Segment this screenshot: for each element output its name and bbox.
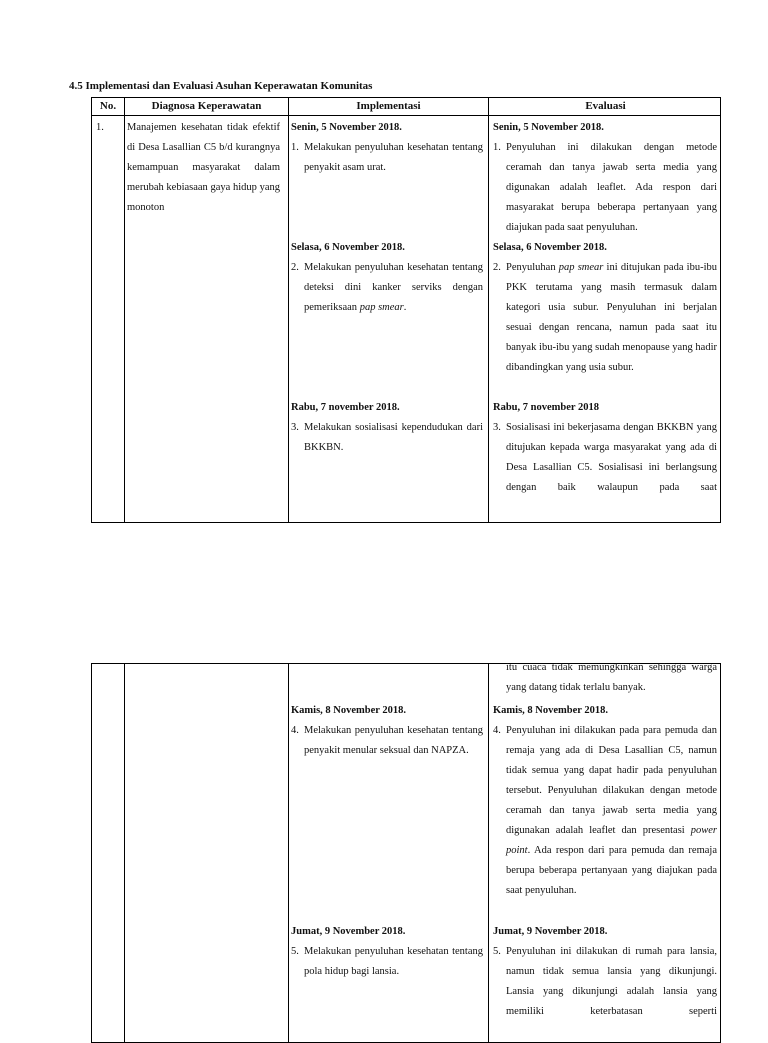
impl-text: Melakukan penyuluhan kesehatan tentang penyakit menular seksual dan NAPZA. bbox=[304, 725, 483, 756]
evaluation-table-part-2 bbox=[91, 663, 721, 1043]
eval-text: Penyuluhan ini dilakukan pada para pemuda dan remaja yang ada di Desa Lasallian C5, namun tidak semua yang dapat hadir pada penyuluhan tersebut. Penyuluhan dilakukan dengan metode ceramah dan tanya jawab serta media yang digunakan adalah leaflet dan presentasi bbox=[506, 725, 717, 836]
impl-number: 4. bbox=[291, 725, 299, 736]
impl-date: Rabu, 7 november 2018. bbox=[291, 402, 400, 413]
impl-text: . bbox=[403, 302, 407, 313]
eval-text: Penyuluhan ini dilakukan dengan metode ceramah dan tanya jawab serta media yang digunakan adalah leaflet. Ada respon dari masyarakat berupa beberapa pertanyaan yang diajukan pada saat penyuluhan. bbox=[506, 142, 717, 233]
eval-number: 3. bbox=[493, 422, 501, 433]
eval-text: . Ada respon dari para pemuda dan remaja berupa beberapa pertanyaan yang diajukan pada saat penyuluhan. bbox=[506, 845, 717, 896]
impl-entry-5 bbox=[291, 922, 483, 982]
impl-entry-3 bbox=[291, 398, 483, 458]
impl-entry-2 bbox=[291, 238, 483, 318]
eval-text-italic: power point bbox=[506, 825, 717, 856]
impl-date: Selasa, 6 November 2018. bbox=[291, 242, 405, 253]
eval-entry-5 bbox=[493, 922, 717, 1022]
impl-number: 5. bbox=[291, 946, 299, 957]
column-divider bbox=[288, 664, 289, 1042]
header-evaluasi: Evaluasi bbox=[585, 100, 626, 112]
eval-entry-1 bbox=[493, 118, 717, 238]
eval-text: Sosialisasi ini bekerjasama dengan BKKBN yang ditujukan kepada warga masyarakat yang ada di Desa Lasallian C5. Sosialisasi ini berlangsung dengan baik walaupun pada saat bbox=[506, 422, 717, 493]
column-divider bbox=[124, 664, 125, 1042]
impl-date: Jumat, 9 November 2018. bbox=[291, 926, 406, 937]
impl-entry-1 bbox=[291, 118, 483, 178]
row-number: 1. bbox=[96, 122, 104, 133]
column-divider bbox=[124, 98, 125, 522]
eval-entry-2 bbox=[493, 238, 717, 378]
impl-text: Melakukan penyuluhan kesehatan tentang penyakit asam urat. bbox=[304, 142, 483, 173]
diagnosa-text: Manajemen kesehatan tidak efektif di Desa Lasallian C5 b/d kurangnya kemampuan masyarakat dalam merubah kebiasaan gaya hidup yang monoton bbox=[127, 122, 280, 213]
impl-number: 1. bbox=[291, 142, 299, 153]
column-divider bbox=[488, 98, 489, 522]
eval-text: Penyuluhan bbox=[506, 262, 559, 273]
column-divider bbox=[488, 664, 489, 1042]
eval-text: ini ditujukan pada ibu-ibu PKK terutama yang masih termasuk dalam kategori usia subur. Penyuluhan ini berjalan sesuai dengan rencana, namun pada saat itu banyak ibu-ibu yang sudah menopause yang hadir dibandingkan yang usia subur. bbox=[506, 262, 718, 373]
header-no: No. bbox=[99, 100, 117, 112]
evaluation-table-part-1 bbox=[91, 97, 721, 523]
eval-text: itu cuaca tidak memungkinkan sehingga warga yang datang tidak terlalu banyak. bbox=[506, 662, 717, 693]
section-title: 4.5 Implementasi dan Evaluasi Asuhan Keperawatan Komunitas bbox=[69, 80, 373, 92]
eval-continuation bbox=[506, 658, 717, 704]
impl-date: Kamis, 8 November 2018. bbox=[291, 705, 407, 716]
impl-number: 2. bbox=[291, 262, 299, 273]
impl-text: Melakukan penyuluhan kesehatan tentang deteksi dini kanker serviks dengan pemeriksaan bbox=[304, 262, 483, 313]
eval-number: 2. bbox=[493, 262, 501, 273]
impl-text: Melakukan penyuluhan kesehatan tentang pola hidup bagi lansia. bbox=[304, 946, 483, 977]
eval-text: Penyuluhan ini dilakukan di rumah para lansia, namun tidak semua lansia yang dikunjungi. Lansia yang dikunjungi adalah lansia yang memiliki keterbatasan seperti bbox=[506, 946, 717, 1017]
impl-text-italic: pap smear bbox=[359, 302, 404, 313]
eval-date: Selasa, 6 November 2018. bbox=[493, 242, 607, 253]
eval-number: 4. bbox=[493, 725, 501, 736]
eval-number: 1. bbox=[493, 142, 501, 153]
eval-number: 5. bbox=[493, 946, 501, 957]
impl-entry-4 bbox=[291, 701, 483, 761]
eval-entry-4 bbox=[493, 701, 717, 901]
impl-date: Senin, 5 November 2018. bbox=[291, 122, 402, 133]
impl-text: Melakukan sosialisasi kependudukan dari BKKBN. bbox=[304, 422, 483, 453]
header-implementasi: Implementasi bbox=[356, 100, 421, 112]
eval-text-italic: pap smear bbox=[558, 262, 604, 273]
impl-number: 3. bbox=[291, 422, 299, 433]
header-diagnosa: Diagnosa Keperawatan bbox=[151, 100, 262, 112]
column-divider bbox=[288, 98, 289, 522]
eval-date: Rabu, 7 november 2018 bbox=[493, 402, 599, 413]
eval-entry-3 bbox=[493, 398, 717, 498]
eval-date: Kamis, 8 November 2018. bbox=[493, 705, 609, 716]
eval-date: Jumat, 9 November 2018. bbox=[493, 926, 608, 937]
eval-date: Senin, 5 November 2018. bbox=[493, 122, 604, 133]
